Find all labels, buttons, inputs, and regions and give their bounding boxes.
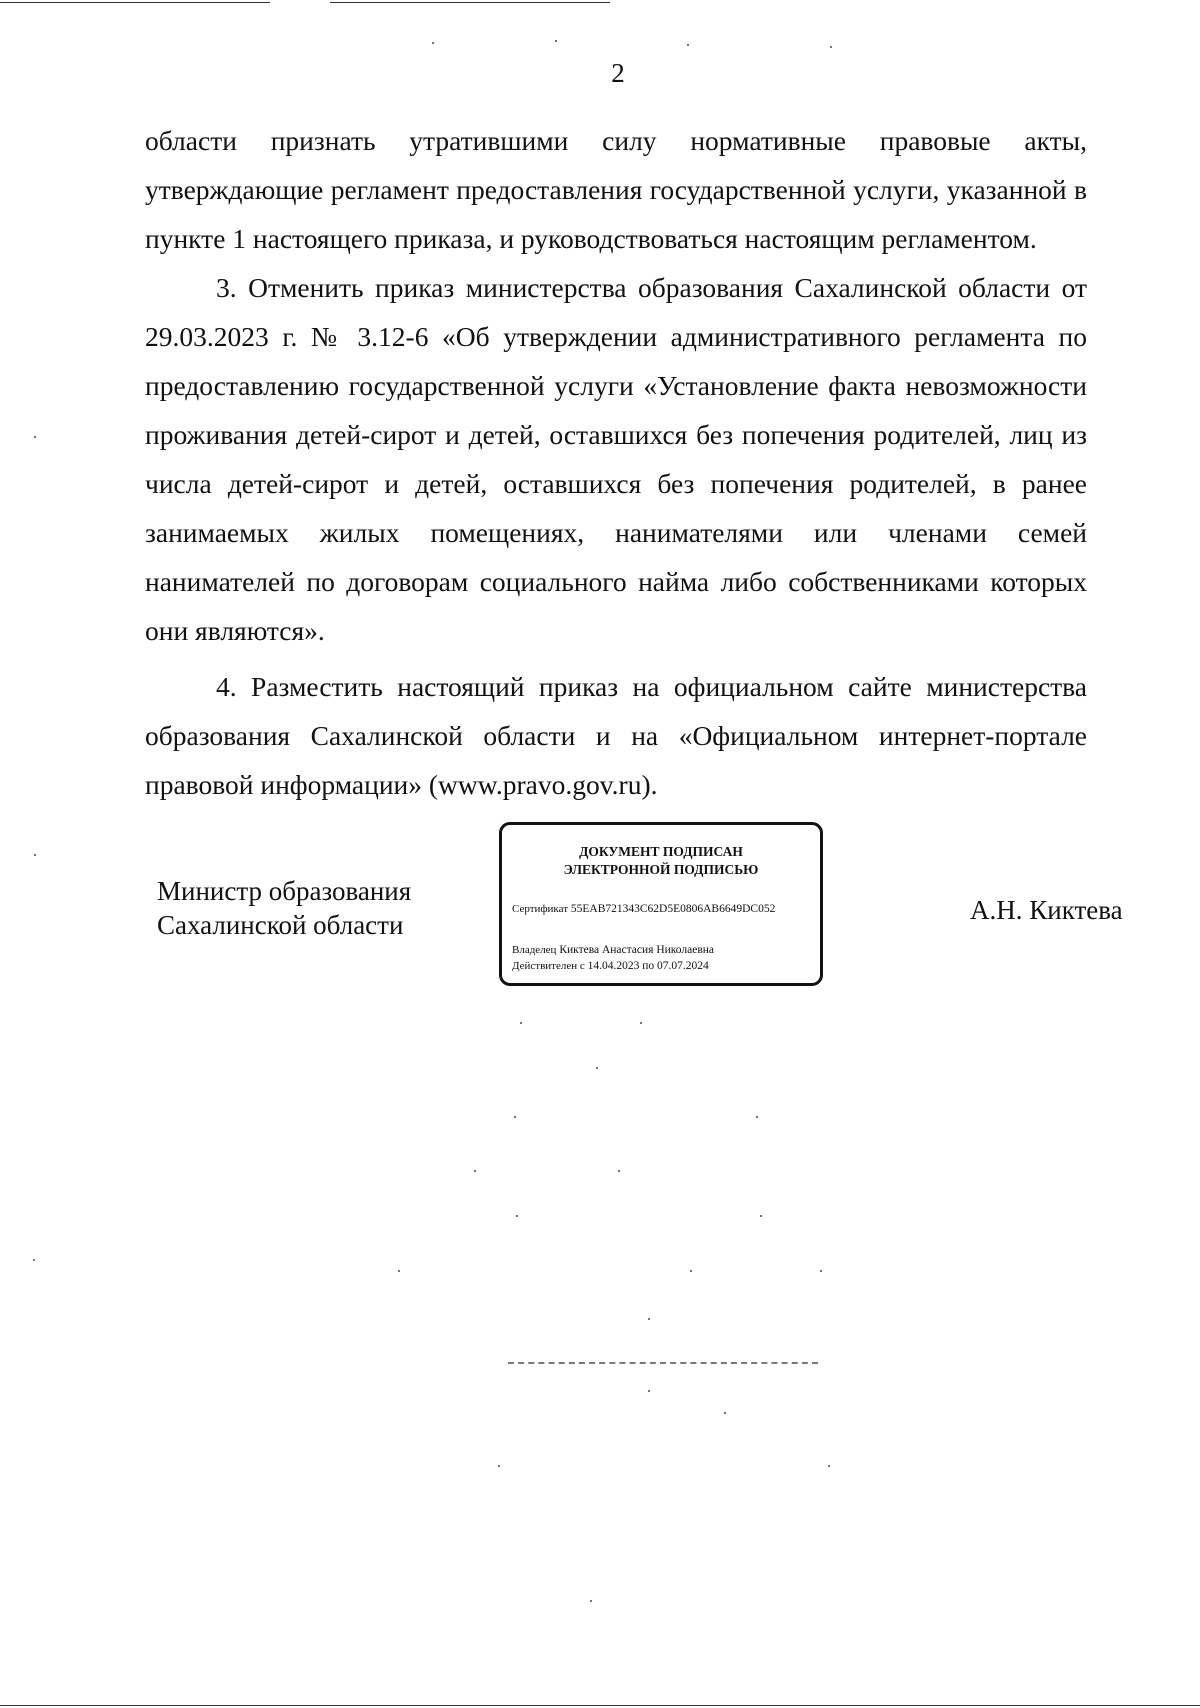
stamp-certificate-label: Сертификат [512, 903, 568, 915]
scan-speck [648, 1390, 650, 1392]
scan-speck [596, 1067, 598, 1069]
scan-speck [724, 1412, 726, 1414]
scan-speck [34, 854, 36, 856]
scan-speck [760, 1215, 762, 1217]
scan-speck [432, 42, 434, 44]
stamp-valid-label: Действителен с [512, 960, 585, 972]
scan-speck [756, 1116, 758, 1118]
electronic-signature-stamp [499, 822, 823, 986]
scan-speck [555, 40, 557, 42]
stamp-validity [512, 959, 709, 973]
stamp-certificate [512, 902, 775, 916]
signer-title [157, 874, 411, 942]
stamp-valid-from: 14.04.2023 [587, 960, 640, 972]
scan-speck [830, 46, 832, 48]
scan-speck [590, 1600, 592, 1602]
scan-speck [640, 1022, 642, 1024]
scan-speck [516, 1215, 518, 1217]
paragraph-continuation: области признать утратившими силу нормативные правовые акты, утверждающие регламент предоставления государственной услуги, указанной в пункте 1 настоящего приказа, и руководствоваться настоящим регламентом. [145, 125, 1087, 254]
scan-speck [498, 1465, 500, 1467]
scan-edge-top-2 [330, 2, 610, 3]
scan-speck [690, 1270, 692, 1272]
stamp-owner-label: Владелец [512, 944, 557, 956]
stamp-heading-line1: ДОКУМЕНТ ПОДПИСАН [579, 844, 743, 859]
stamp-certificate-value: 55EAB721343C62D5E0806AB6649DC052 [570, 903, 776, 915]
scan-speck [33, 1259, 35, 1261]
scan-edge-top [0, 2, 270, 3]
signer-title-line1: Министр образования [157, 876, 412, 906]
stamp-heading-line2: ЭЛЕКТРОННОЙ ПОДПИСЬЮ [563, 862, 759, 877]
scan-speck [828, 1465, 830, 1467]
paragraph-item-4: 4. Разместить настоящий приказ на официальном сайте министерства образования Сахалинской области и на «Официальном интернет-портале правовой информации» (www.pravo.gov.ru). [145, 671, 1087, 800]
scan-speck [648, 1318, 650, 1320]
scan-speck [618, 1170, 620, 1172]
scan-speck [520, 1022, 522, 1024]
paragraph-item-3: 3. Отменить приказ министерства образования Сахалинской области от 29.03.2023 г. № 3.12-6 «Об утверждении административного регламента по предоставлению государственной услуги «Установление факта невозможности проживания детей-сирот и детей, оставшихся без попечения родителей, лиц из числа детей-сирот и детей, оставшихся без попечения родителей, в ранее занимаемых жилых помещениях, нанимателями или членами семей нанимателей по договорам социального найма либо собственниками которых они являются». [145, 272, 1087, 646]
scan-speck [474, 1170, 476, 1172]
scan-edge-bottom [0, 1705, 1200, 1706]
page-number: 2 [611, 58, 625, 88]
scan-speck [34, 436, 36, 438]
signer-title-line2: Сахалинской области [157, 910, 404, 940]
stamp-owner-value: Киктева Анастасия Николаевна [559, 944, 715, 956]
scan-artifact-dashes [508, 1362, 818, 1364]
stamp-valid-to: 07.07.2024 [657, 960, 709, 972]
document-body [145, 116, 1087, 809]
stamp-valid-to-label: по [642, 960, 655, 972]
signer-name: А.Н. Киктева [970, 895, 1123, 925]
stamp-owner [512, 943, 714, 957]
scan-speck [514, 1116, 516, 1118]
stamp-heading [502, 843, 820, 879]
scan-speck [820, 1270, 822, 1272]
scan-speck [398, 1270, 400, 1272]
scan-speck [687, 44, 689, 46]
